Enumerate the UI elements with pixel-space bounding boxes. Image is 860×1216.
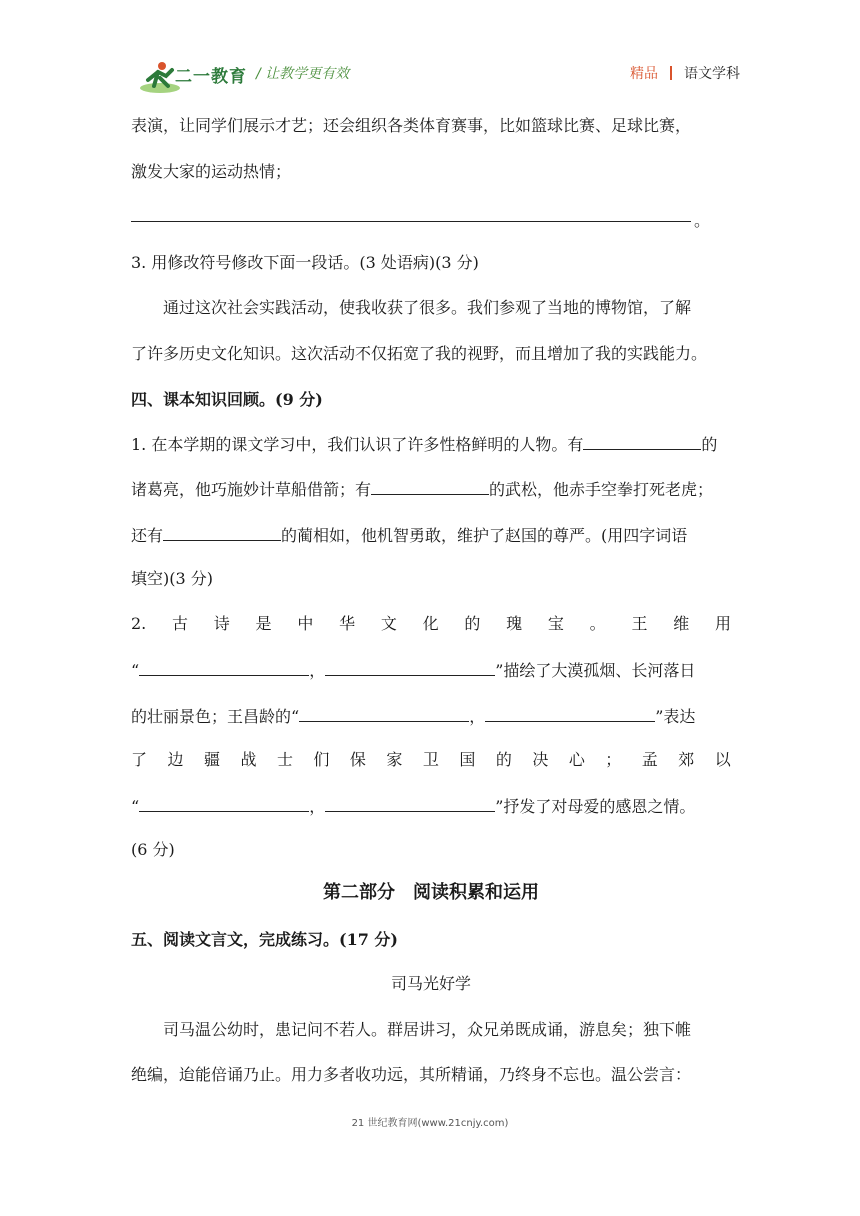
fill-blank[interactable] — [163, 522, 281, 541]
char: 决 — [532, 750, 549, 769]
char: 2. — [131, 614, 147, 633]
char: 的 — [495, 750, 512, 769]
question-2-line — [131, 793, 731, 819]
text: 诸葛亮，他巧施妙计草船借箭；有 — [131, 480, 372, 499]
char: 孟 — [641, 750, 658, 769]
fill-blank[interactable] — [139, 793, 309, 812]
page-footer: 21 世纪教育网(www.21cnjy.com) — [351, 1118, 509, 1129]
text: ”抒发了对母爱的感恩之情。 — [495, 797, 696, 816]
question-2-line — [131, 703, 731, 729]
char: 郊 — [678, 750, 695, 769]
char: 的 — [464, 614, 481, 633]
paragraph-line: 了许多历史文化知识。这次活动不仅拓宽了我的视野，而且增加了我的实践能力。 — [131, 344, 708, 363]
char: 边 — [167, 750, 184, 769]
text-line: 填空)(3 分) — [131, 569, 213, 588]
char: ； — [605, 750, 622, 769]
text: 还有 — [131, 526, 164, 545]
subject-label: 语文学科 — [684, 66, 740, 82]
char: 华 — [339, 614, 356, 633]
text: ”表达 — [655, 707, 696, 726]
text-line: 激发大家的运动热情； — [131, 162, 292, 181]
char: 心 — [568, 750, 585, 769]
fill-blank[interactable] — [371, 476, 489, 495]
question-2-line — [131, 657, 731, 683]
char: 国 — [459, 750, 476, 769]
char: 古 — [172, 614, 189, 633]
fill-blank[interactable] — [485, 703, 655, 722]
fill-blank[interactable] — [583, 431, 701, 450]
char: 文 — [380, 614, 397, 633]
text-line: 表演，让同学们展示才艺；还会组织各类体育赛事，比如篮球比赛、足球比赛， — [131, 116, 692, 135]
brand-name: 二一教育 — [175, 67, 247, 87]
text: ， — [469, 707, 486, 726]
question-3: 3. 用修改符号修改下面一段话。(3 处语病)(3 分) — [131, 253, 479, 272]
char: 化 — [422, 614, 439, 633]
char: 是 — [255, 614, 272, 633]
char: 士 — [276, 750, 293, 769]
char: 家 — [386, 750, 403, 769]
part-2-heading: 第二部分 阅读积累和运用 — [323, 882, 539, 903]
header-right — [630, 63, 740, 83]
section-4-heading: 四、课本知识回顾。(9 分) — [131, 390, 323, 409]
char: 王 — [631, 614, 648, 633]
slogan: / 让教学更有效 — [256, 66, 350, 82]
text: 的壮丽景色；王昌龄的“ — [131, 707, 300, 726]
char: 维 — [673, 614, 690, 633]
text: ， — [309, 797, 326, 816]
question-1-line — [131, 522, 731, 548]
char: 。 — [589, 614, 606, 633]
fill-blank[interactable] — [139, 657, 309, 676]
char: 以 — [714, 750, 731, 769]
char: 战 — [240, 750, 257, 769]
text: 1. 在本学期的课文学习中，我们认识了许多性格鲜明的人物。有 — [131, 435, 584, 454]
fill-blank[interactable] — [299, 703, 469, 722]
char: 宝 — [547, 614, 564, 633]
question-1-line — [131, 431, 731, 457]
question-2-line — [131, 612, 731, 636]
paragraph-line: 通过这次社会实践活动，使我收获了很多。我们参观了当地的博物馆，了解 — [163, 298, 692, 317]
char: 们 — [313, 750, 330, 769]
char: 了 — [131, 750, 148, 769]
fill-blank[interactable] — [325, 793, 495, 812]
section-5-heading: 五、阅读文言文，完成练习。(17 分) — [131, 930, 398, 949]
period: 。 — [694, 211, 711, 230]
char: 疆 — [203, 750, 220, 769]
quality-label: 精品 — [630, 66, 658, 82]
text: “ — [131, 797, 140, 816]
char: 中 — [297, 614, 314, 633]
char: 诗 — [213, 614, 230, 633]
fill-blank[interactable] — [325, 657, 495, 676]
header-divider — [670, 66, 672, 80]
char: 瑰 — [506, 614, 523, 633]
text: 的武松，他赤手空拳打死老虎； — [489, 480, 714, 499]
char: 用 — [714, 614, 731, 633]
passage-title: 司马光好学 — [390, 974, 471, 993]
char: 保 — [349, 750, 366, 769]
text: ”描绘了大漠孤烟、长河落日 — [495, 661, 696, 680]
question-1-line — [131, 476, 731, 502]
text: ， — [309, 661, 326, 680]
text: 的 — [701, 435, 718, 454]
char: 卫 — [422, 750, 439, 769]
text-line: (6 分) — [131, 840, 175, 859]
passage-line: 司马温公幼时，患记问不若人。群居讲习，众兄弟既成诵，游息矣；独下帷 — [163, 1020, 692, 1039]
answer-line — [131, 221, 691, 222]
text: “ — [131, 661, 140, 680]
page-header — [0, 0, 860, 100]
question-2-line — [131, 748, 731, 772]
passage-line: 绝编，迨能倍诵乃止。用力多者收功远，其所精诵，乃终身不忘也。温公尝言： — [131, 1065, 692, 1084]
text: 的蔺相如，他机智勇敢，维护了赵国的尊严。(用四字词语 — [281, 526, 688, 545]
